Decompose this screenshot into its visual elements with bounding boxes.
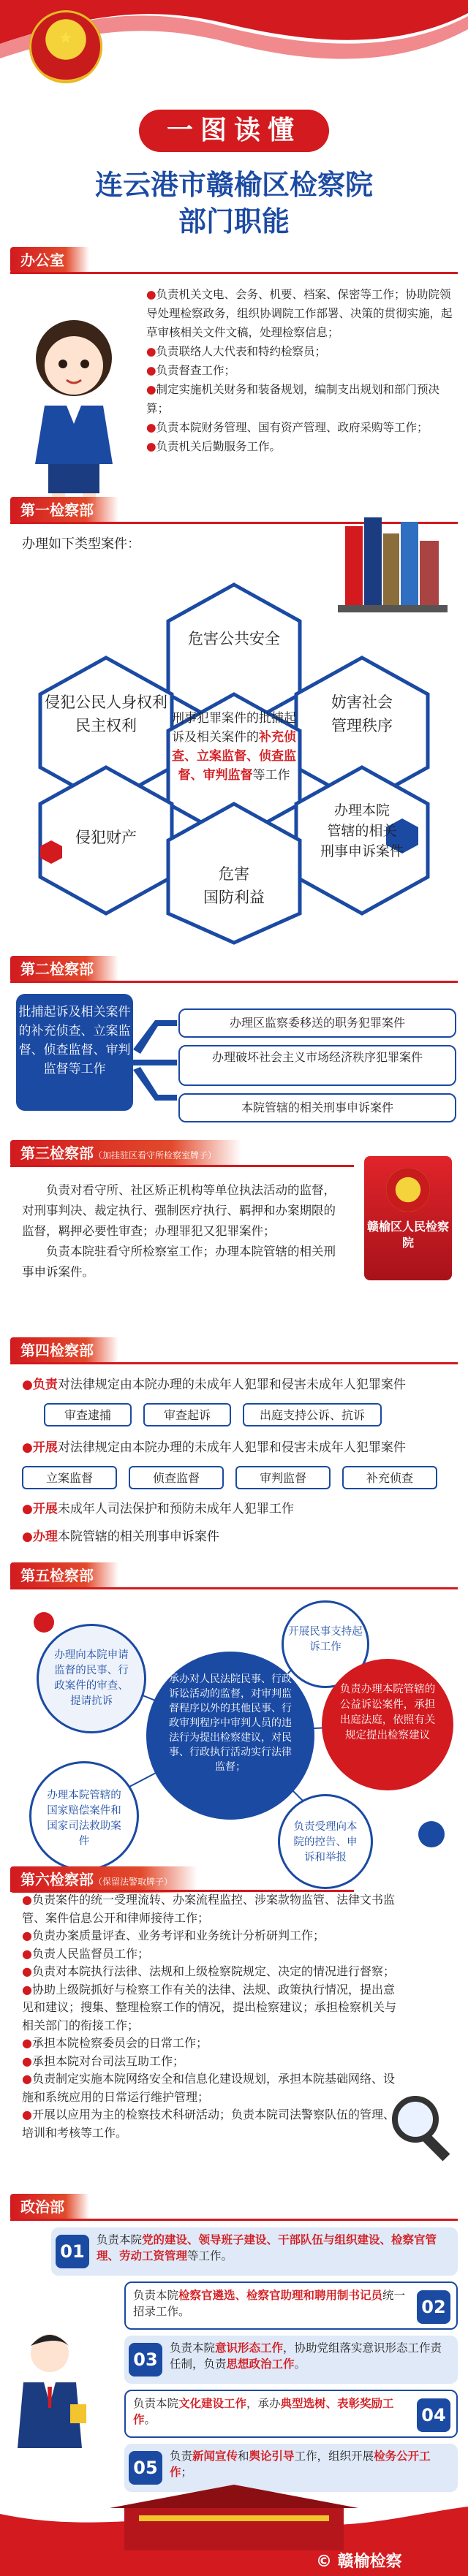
dept4-tag: 审查逮捕 <box>44 1403 132 1426</box>
dept4-tag: 补充侦查 <box>342 1466 437 1489</box>
hex-label-social-order <box>296 691 428 737</box>
dept5-bubble-complaint: 负责受理向本院的控告、申诉和举报 <box>278 1794 373 1889</box>
dept2-connector <box>133 1006 177 1115</box>
prosecutor-illustration <box>6 2324 94 2470</box>
magnifier-icon <box>386 2090 459 2163</box>
dept4-line: ●负责对法律规定由本院办理的未成年人犯罪和侵害未成年人犯罪案件 <box>22 1378 406 1392</box>
politics-row-num: 01 <box>56 2235 89 2268</box>
dept3-heading-note: （加挂驻区看守所检察室牌子） <box>94 1150 217 1160</box>
hex-label-line: 刑事申诉案件 <box>320 843 404 859</box>
hex-label-personal-rights <box>40 691 172 737</box>
office-item: ●负责督查工作； <box>146 364 236 377</box>
court-sign <box>364 1156 452 1280</box>
dept4-tag: 出庭支持公诉、抗诉 <box>243 1403 382 1426</box>
politics-row-text: 负责本院意识形态工作，协助党组落实意识形态工作责任制，负责思想政治工作。 <box>170 2341 442 2371</box>
dept3-para: 负责对看守所、社区矫正机构等单位执法活动的监督，对刑事判决、裁定执行、强制医疗执行、羁押和办案期限的监督，羁押必要性审查；办理罪犯又犯罪案件； <box>22 1183 336 1238</box>
politics-row <box>124 2390 458 2438</box>
office-divider <box>10 272 458 274</box>
dept4-line: ●开展未成年人司法保护和预防未成年人犯罪工作 <box>22 1502 294 1516</box>
footer-brand: © 赣榆检察 <box>316 2553 402 2571</box>
dept4-tag: 审判监督 <box>235 1466 331 1489</box>
office-heading: 办公室 <box>10 247 89 273</box>
politics-row-text: 负责本院文化建设工作，承办典型选树、表彰奖励工作。 <box>133 2397 394 2426</box>
hex-label-line: 民主权利 <box>75 717 137 734</box>
dept6-item: ●负责人民监督员工作； <box>22 1946 149 1961</box>
dept2-item-economic: 办理破坏社会主义市场经济秩序犯罪案件 <box>178 1045 456 1086</box>
dept5-bubble-public-interest: 负责办理本院管辖的公益诉讼案件，承担出庭法庭，依照有关规定提出检察建议 <box>322 1659 453 1790</box>
dept2-item-appeal: 本院管辖的相关刑事申诉案件 <box>178 1093 456 1122</box>
dept6-item: ●承担本院检察委员会的日常工作； <box>22 2036 208 2050</box>
hex-label-national-defense <box>168 862 300 909</box>
dept4-heading: 第四检察部 <box>10 1337 118 1364</box>
dept3-para: 负责本院驻看守所检察室工作；办理本院管辖的相关刑事申诉案件。 <box>22 1245 336 1279</box>
office-duties <box>146 285 453 456</box>
office-item: ●负责本院财务管理、国有资产管理、政府采购等工作； <box>146 421 429 434</box>
dept4-tag: 审查起诉 <box>143 1403 231 1426</box>
dept2-heading: 第二检察部 <box>10 956 118 982</box>
footer-brand-text: 赣榆检察 <box>337 2553 402 2571</box>
hex-label-line: 危害 <box>219 865 249 883</box>
office-item: ●制定实施机关财务和装备规划，编制支出规划和部门预决算； <box>146 383 440 415</box>
hex-label-property: 侵犯财产 <box>75 829 137 846</box>
hex-center-a: 刑事犯罪案件的批捕起诉及相关案件的 <box>172 711 296 745</box>
politics-row-num: 04 <box>417 2398 450 2432</box>
dept4-tag: 立案监督 <box>22 1466 117 1489</box>
hex-center-b: 等工作 <box>252 768 290 783</box>
dept2-summary-box: 批捕起诉及相关案件的补充侦查、立案监督、侦查监督、审判监督等工作 <box>16 994 133 1111</box>
dept1-intro: 办理如下类型案件： <box>22 536 140 552</box>
dept4-line: ●办理本院管辖的相关刑事申诉案件 <box>22 1530 219 1544</box>
dept4-line: ●开展对法律规定由本院办理的未成年人犯罪和侵害未成年人犯罪案件 <box>22 1440 406 1455</box>
dept1-heading: 第一检察部 <box>10 497 118 523</box>
office-item: ●负责联络人大代表和特约检察员； <box>146 345 327 358</box>
headline-banner: 一图读懂 <box>139 110 329 152</box>
dept2-item-supervision: 办理区监察委移送的职务犯罪案件 <box>178 1008 456 1038</box>
dept5-bubble-main: 承办对人民法院民事、行政诉讼活动的监督，对审判监督程序以外的其他民事、行政审判程序中审判人员的违法行为提出检察建议，对民事、行政执行活动实行法律监督； <box>146 1652 314 1820</box>
politics-row-num: 03 <box>129 2343 162 2376</box>
dept4-tag: 侦查监督 <box>129 1466 224 1489</box>
dept6-duties <box>22 1891 402 2142</box>
office-item: ●负责机关后勤服务工作。 <box>146 440 282 453</box>
dept5-bubble-compensation: 办理本院管辖的国家赔偿案件和国家司法救助案件 <box>29 1761 139 1871</box>
dept6-heading: 第六检察部（保留法警取牌子） <box>10 1866 197 1893</box>
hex-label-line: 妨害社会 <box>331 694 393 711</box>
dept5-divider <box>10 1587 458 1589</box>
hex-label-line: 办理本院 <box>333 802 390 818</box>
dept3-duties <box>22 1180 336 1283</box>
politics-heading: 政治部 <box>10 2194 89 2220</box>
politics-row-text: 负责本院检察官遴选、检察官助理和聘用制书记员统一招录工作。 <box>133 2289 406 2318</box>
emblem-star-icon: ★ <box>58 29 73 48</box>
hex-center-text <box>170 709 298 785</box>
hex-label-line: 管理秩序 <box>331 717 393 734</box>
page-title: 连云港市赣榆区检察院 <box>94 168 373 201</box>
hex-label-line: 国防利益 <box>203 889 265 906</box>
office-item: ●负责机关文电、会务、机要、档案、保密等工作；协助院领导处理检察政务，组织协调院工作部署、决策的贯彻实施，起草审核相关文件文稿，处理检察信息； <box>146 288 453 339</box>
dept6-item: ●开展以应用为主的检察技术科研活动；负责本院司法警察队伍的管理、培训和考核等工作。 <box>22 2108 395 2140</box>
politics-row <box>51 2227 458 2276</box>
dept5-bubble-support: 开展民事支持起诉工作 <box>282 1600 369 1688</box>
staff-girl-illustration <box>4 307 143 512</box>
politics-row-text: 负责新闻宣传和舆论引导工作，组织开展检务公开工作； <box>170 2450 431 2479</box>
dept5-heading: 第五检察部 <box>10 1562 118 1589</box>
politics-row <box>124 2336 458 2384</box>
politics-row <box>124 2281 458 2330</box>
sign-text: 赣榆区人民检察院 <box>366 1220 449 1250</box>
politics-row-num: 05 <box>129 2451 162 2485</box>
hex-label-line: 管辖的相关 <box>327 823 397 839</box>
dept4-divider <box>10 1362 458 1364</box>
dept6-item: ●负责对本院执行法律、法规和上级检察院规定、决定的情况进行督察； <box>22 1964 395 1978</box>
politics-row-num: 02 <box>417 2290 450 2324</box>
dept6-item: ●承担本院对台司法互助工作； <box>22 2053 184 2068</box>
dept3-divider <box>10 1165 354 1167</box>
hex-label-appeal <box>296 800 428 862</box>
hex-label-public-safety: 危害公共安全 <box>188 630 280 647</box>
sign-emblem-icon <box>386 1168 430 1212</box>
dept6-heading-note: （保留法警取牌子） <box>94 1877 173 1887</box>
page-subtitle: 部门职能 <box>178 205 290 238</box>
dept6-item: ●负责案件的统一受理流转、办案流程监控、涉案款物监管、法律文书监管、案件信息公开和律师接待工作； <box>22 1893 395 1925</box>
dept6-item: ●负责制定实施本院网络安全和信息化建设规划，承担本院基础网络、设施和系统应用的日常运行维护管理； <box>22 2072 395 2104</box>
dept3-heading: 第三检察部（加挂驻区看守所检察室牌子） <box>10 1140 241 1166</box>
hex-center-red: 补充侦查、立案监督、侦查监督、审判监督 <box>172 730 296 783</box>
dept6-item: ●协助上级院抓好与检察工作有关的法律、法规、政策执行情况，提出意见和建议；搜集、整理检察工作的情况，提出检察建议；承担检察机关与相关部门的衔接工作； <box>22 1982 397 2032</box>
dept2-divider <box>10 981 458 983</box>
politics-row-text: 负责本院党的建设、领导班子建设、干部队伍与组织建设、检察官管理、劳动工资管理等工作。 <box>97 2233 437 2262</box>
dept5-bubble-review: 办理向本院申请监督的民事、行政案件的审查、提请抗诉 <box>37 1624 146 1733</box>
dept6-item: ●负责办案质量评查、业务考评和业务统计分析研判工作； <box>22 1929 325 1942</box>
politics-divider <box>10 2219 458 2221</box>
hex-label-line: 侵犯公民人身权利 <box>45 694 167 711</box>
